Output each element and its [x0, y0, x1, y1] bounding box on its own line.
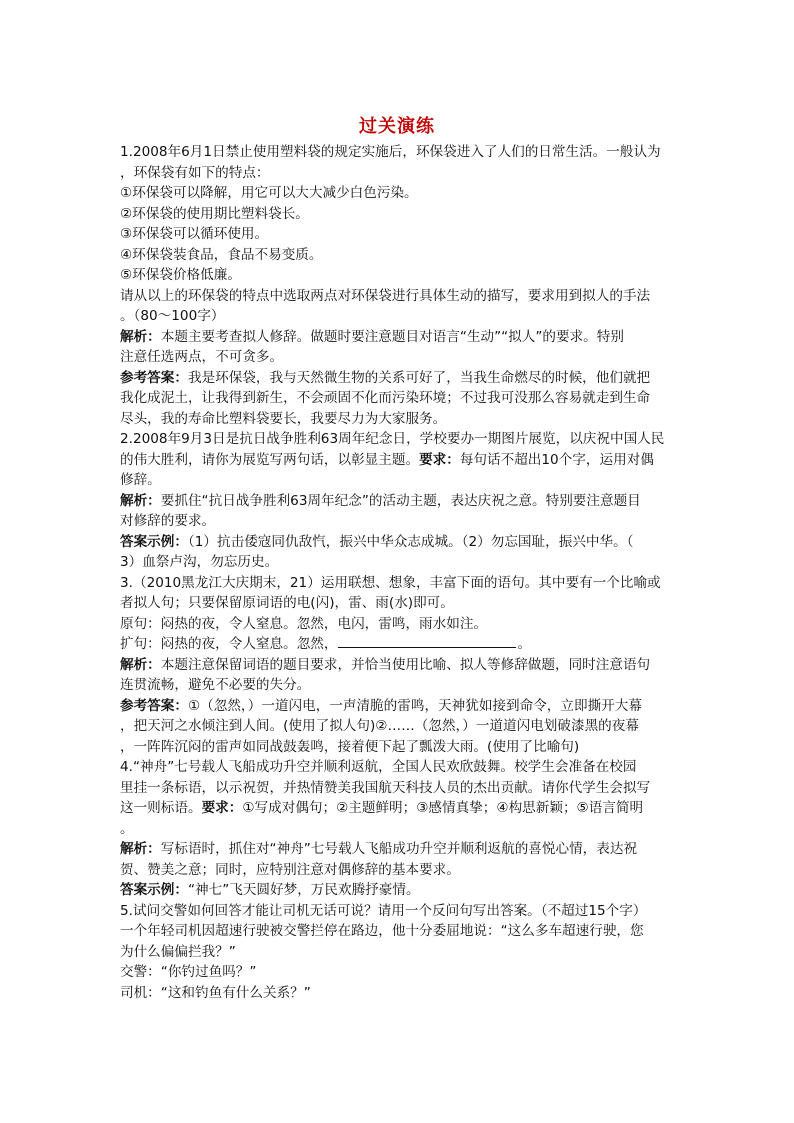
text-line: [120, 224, 680, 245]
line-text: ，把天河之水倾注到人间。(使用了拟人句)②……（忽然，）一道道闪电划破漆黑的夜幕: [120, 718, 639, 734]
text-line: [120, 593, 680, 614]
answer-blank: [338, 634, 516, 648]
line-text: 对修辞的要求。: [120, 513, 216, 529]
line-label: 参考答案：: [120, 697, 188, 714]
text-line: [120, 511, 680, 532]
line-text: （1）抗击倭寇同仇敌忾，振兴中华众志成城。（2）勿忘国耻，振兴中华。（: [187, 533, 634, 550]
line-label: 答案示例：: [120, 533, 188, 550]
line-text: 3）血祭卢沟，勿忘历史。: [120, 554, 279, 570]
line-text: ⑤环保袋价格低廉。: [120, 267, 241, 283]
text-line: [120, 757, 680, 778]
line-label: 参考答案：: [120, 369, 188, 386]
line-text: 交警：“你钓过鱼吗？”: [120, 964, 257, 980]
line-text: 5.试问交警如何回答才能让司机无话可说？请用一个反问句写出答案。（不超过15个字）: [120, 902, 647, 919]
text-line: [120, 942, 680, 963]
line-text: 为什么偏偏拦我？”: [120, 943, 236, 960]
line-text: 尽头，我的寿命比塑料袋要长，我要尽力为大家服务。: [120, 410, 447, 427]
line-text: 3.（2010黑龙江大庆期末，21）运用联想、想象，丰富下面的语句。其中要有一个比喻或: [120, 574, 661, 591]
text-line: [120, 655, 680, 676]
text-line: [120, 921, 680, 942]
line-text: ④环保袋装食品，食品不易变质。: [120, 246, 323, 263]
line-text: ①（忽然，）一道闪电，一声清脆的雷鸣，天神犹如接到命令，立即撕开大幕: [187, 697, 642, 714]
text-line: [120, 532, 680, 553]
line-text: 者拟人句；只要保留原词语的电(闪)，雷、雨(水)即可。: [120, 595, 454, 611]
text-line: [120, 983, 680, 1004]
line-text: ①写成对偶句；②主题鲜明；③感情真挚；④构思新颖；⑤语言简明: [242, 800, 644, 816]
text-line: [120, 675, 680, 696]
line-text: 要抓住“抗日战争胜利63周年纪念”的活动主题，表达庆祝之意。特别要注意题目: [160, 492, 641, 509]
text-line: [120, 245, 680, 266]
text-line: [120, 819, 680, 840]
line-text: 我化成泥土，让我得到新生，不会顽固不化而污染环境；不过我可没那么容易就走到生命: [120, 390, 651, 406]
line-text: ，环保袋有如下的特点：: [120, 164, 270, 181]
line-label: 要求：: [201, 800, 243, 816]
line-label: 答案示例：: [120, 882, 188, 898]
line-text: 。: [120, 820, 134, 837]
line-text: 我是环保袋，我与天然微生物的关系可好了，当我生命燃尽的时候，他们就把: [187, 369, 651, 386]
text-line: [120, 286, 680, 307]
text-line: [120, 265, 680, 286]
text-line: [120, 142, 680, 163]
line-text: 扩句：闷热的夜，令人窒息。忽然，: [120, 636, 338, 652]
line-label: 解析：: [120, 841, 161, 857]
text-line: [120, 962, 680, 983]
line-label: 要求：: [419, 451, 460, 468]
line-text: 本题主要考查拟人修辞。做题时要注意题目对语言“生动”“拟人”的要求。特别: [160, 328, 624, 345]
line-text: 贺、赞美之意；同时，应特别注意对偶修辞的基本要求。: [120, 861, 460, 878]
line-text: 修辞。: [120, 472, 161, 488]
text-line: [120, 368, 680, 389]
text-line: [120, 901, 680, 922]
text-line: [120, 491, 680, 512]
text-line: [120, 552, 680, 573]
line-text: 每句话不超出10个字，运用对偶: [459, 451, 654, 468]
line-text: ，一阵阵沉闷的雷声如同战鼓轰鸣，接着便下起了瓢泼大雨。(使用了比喻句): [120, 738, 580, 755]
line-text: ③环保袋可以循环使用。: [120, 226, 269, 242]
text-line: [120, 183, 680, 204]
text-line: [120, 614, 680, 635]
text-line: [120, 798, 680, 819]
text-line: [120, 470, 680, 491]
text-line: [120, 573, 680, 594]
line-text: 一个年轻司机因超速行驶被交警拦停在路边，他十分委屈地说：“这么多车超速行驶，您: [120, 923, 644, 939]
text-line: [120, 409, 680, 430]
line-label: 解析：: [120, 492, 161, 509]
text-line: [120, 306, 680, 327]
line-text: 。（80～100字）: [120, 308, 225, 324]
line-text: 1.2008年6月1日禁止使用塑料袋的规定实施后，环保袋进入了人们的日常生活。一般认为: [120, 144, 661, 160]
line-text: 司机：“这和钓鱼有什么关系？”: [120, 984, 311, 1001]
line-text: “神七”飞天圆好梦，万民欢腾抒豪情。: [187, 882, 420, 898]
text-line: [120, 327, 680, 348]
text-line: [120, 716, 680, 737]
line-text: 注意任选两点，不可贪多。: [120, 349, 284, 365]
line-text: ①环保袋可以降解，用它可以大大减少白色污染。: [120, 185, 418, 201]
text-line: [120, 737, 680, 758]
line-text: 里挂一条标语，以示祝贺，并热情赞美我国航天科技人员的杰出贡献。请你代学生会拟写: [120, 779, 651, 796]
text-line: [120, 839, 680, 860]
line-text: 连贯流畅，避免不必要的失分。: [120, 677, 311, 693]
text-line: [120, 388, 680, 409]
line-text: 。: [517, 636, 532, 652]
text-line: [120, 429, 680, 450]
text-line: [120, 860, 680, 881]
line-text: 2.2008年9月3日是抗日战争胜利63周年纪念日，学校要办一期图片展览，以庆祝中国人民: [120, 431, 665, 447]
line-text: 请从以上的环保袋的特点中选取两点对环保袋进行具体生动的描写，要求用到拟人的手法: [120, 287, 651, 304]
text-line: [120, 347, 680, 368]
line-label: 解析：: [120, 656, 161, 673]
line-text: 本题注意保留词语的题目要求，并恰当使用比喻、拟人等修辞做题，同时注意语句: [160, 656, 651, 673]
text-line: [120, 634, 680, 655]
line-text: 原句：闷热的夜，令人窒息。忽然，电闪，雷鸣，雨水如注。: [120, 615, 488, 632]
line-label: 解析：: [120, 328, 161, 345]
text-line: [120, 204, 680, 225]
text-line: [120, 696, 680, 717]
line-text: 这一则标语。: [120, 800, 202, 816]
text-line: [120, 163, 680, 184]
line-text: 写标语时，抓住对“神舟”七号载人飞船成功升空并顺利返航的喜悦心情，表达祝: [160, 841, 638, 857]
line-text: ②环保袋的使用期比塑料袋长。: [120, 205, 309, 222]
line-text: 的伟大胜利，请你为展览写两句话，以彰显主题。: [120, 451, 420, 468]
line-text: 4.“神舟”七号载人飞船成功升空并顺利返航，全国人民欢欣鼓舞。校学生会准备在校园: [120, 759, 637, 775]
text-line: [120, 880, 680, 901]
document-body: [120, 142, 680, 1003]
text-line: [120, 778, 680, 799]
text-line: [120, 450, 680, 471]
page-title: 过关演练: [359, 116, 435, 137]
